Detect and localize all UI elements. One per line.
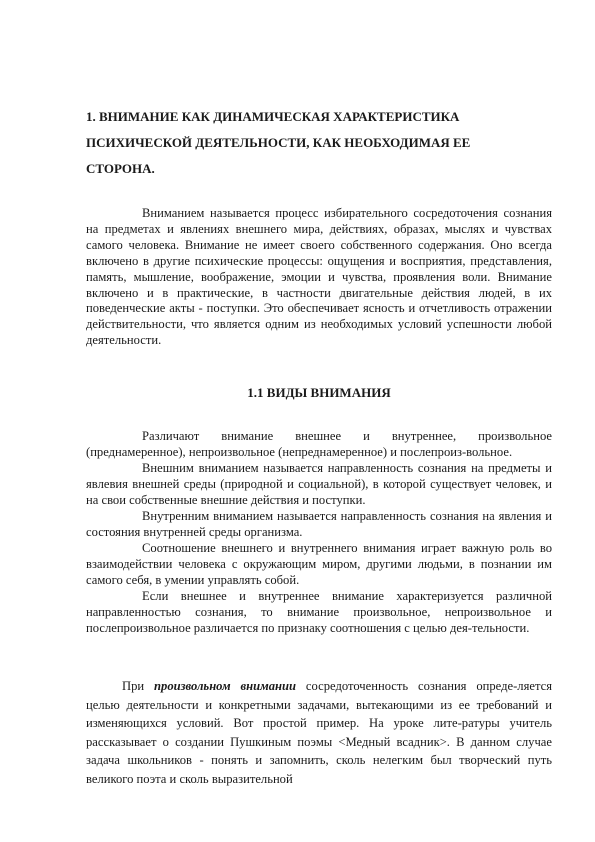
- emphasized-term: произвольном внимании: [154, 679, 297, 693]
- subsection-heading: 1.1 ВИДЫ ВНИМАНИЯ: [247, 385, 391, 400]
- paragraph-external-attention: Внешним вниманием называется направленность сознания на предметы и явлевия внешней среды (природной и социальной), в которой существует человек, и на свои собственные внешние действия и поступки.: [86, 461, 552, 507]
- section-heading: 1. ВНИМАНИЕ КАК ДИНАМИЧЕСКАЯ ХАРАКТЕРИСТИКА ПСИХИЧЕСКОЙ ДЕЯТЕЛЬНОСТИ, КАК НЕОБХОДИМАЯ ЕЕ СТОРОНА.: [86, 109, 471, 176]
- paragraph-types: Различают внимание внешнее и внутреннее, произвольное (преднамеренное), непроизвольное (непреднамеренное) и послепроиз-вольное.: [86, 429, 552, 459]
- paragraph-internal-attention: Внутренним вниманием называется направленность сознания на явления и состояния внутренней среды организма.: [86, 509, 552, 539]
- paragraph-direction: Если внешнее и внутреннее внимание характеризуется различной направленностью сознания, то внимание произвольное, непроизвольное и послепроизвольное различается по признаку соотношения с целью дея-тельности.: [86, 589, 552, 635]
- paragraph-lead: При: [122, 679, 155, 693]
- paragraph-ratio: Соотношение внешнего и внутреннего внимания играет важную роль во взаимодействии человека с окружающим миром, другими людьми, в познании им самого себя, в умении управлять собой.: [86, 541, 552, 587]
- paragraph-voluntary-attention: [86, 677, 552, 789]
- paragraph-rest: сосредоточенность сознания опреде-ляется целью деятельности и конкретными задачами, вытекающими из ее требований и изменяющихся условий. Вот простой пример. На уроке лите-ратуры учитель рассказывает о создании Пушкиным поэмы <Медный всадник>. В данном случае задача школьников - понять и запомнить, сколь нелегким был творческий путь великого поэта и сколь выразительной: [86, 679, 553, 786]
- paragraph-definition: Вниманием называется процесс избирательного сосредоточения сознания на предметах и явлениях внешнего мира, действиях, образах, мыслях и чувствах самого человека. Внимание не имеет своего собственного содержания. Оно всегда включено в другие психические процессы: ощущения и восприятия, представления, память, мышление, воображение, эмоции и чувства, проявления воли. Внимание включено и в практические, в частности двигательные действия людей, в их поведенческие акты - поступки. Это обеспечивает ясность и отчетливость отражении действительности, что является одним из необходимых условий успешности любой деятельности.: [86, 206, 552, 348]
